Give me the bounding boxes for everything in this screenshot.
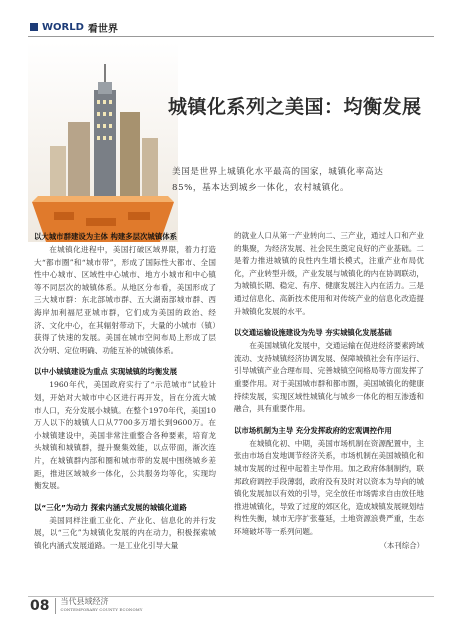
section-square-icon — [30, 23, 38, 31]
paragraph: 在城镇化进程中，美国打破区域界限，着力打造大“都市圈”和“城市带”，形成了国际性大都市、全国性中心城市、区域性中心城市、地方小城市和中心镇等不同层次的城镇体系。从地区分布看，美国形成了三大城市群：东北部城市群、五大湖南部城市群、西海岸加利福尼亚城市群，它们成为美国的政治、经济、文化中心，在其辐射带动下，大量的小城市（镇）获得了快速的发展。美国在城市空间布局上形成了层次分明、定位明确、功能互补的城镇体系。 — [34, 245, 216, 355]
section-heading: 以中小城镇建设为重点 实现城镇的均衡发展 — [34, 367, 177, 377]
right-column — [234, 230, 424, 553]
page-footer — [30, 598, 143, 614]
journal-name-cn: 当代县域经济 — [60, 597, 109, 606]
hero-illustration — [28, 42, 178, 242]
section-heading: 以“三化”为动力 探索内涵式发展的城镇化道路 — [34, 502, 187, 512]
author-credit: （本刊综合） — [379, 541, 424, 551]
journal-name-en: CONTEMPORARY COUNTY ECONOMY — [60, 607, 143, 612]
section-label-en: WORLD — [42, 21, 84, 33]
journal-name — [55, 598, 142, 614]
left-column — [34, 230, 216, 560]
paragraph: 美国同样注重工业化、产业化、信息化的并行发展，以“三化”为城镇化发展的内在动力，积极探索城镇化内涵式发展道路。一是工业化引导大量 — [34, 515, 216, 550]
paragraph: 在美国城镇化发展中，交通运输在促进经济要素跨域流动、支持城镇经济协调发展、保障城镇社会有序运行、引导城镇产业合理布局、完善城镇空间格局等方面发挥了重要作用。对于美国城市群和都市圈，美国城镇化的健康持续发展，实现区域性城镇化与城乡一体化的相互渗透和融合，具有重要作用。 — [234, 341, 424, 414]
section-heading: 以市场机制为主导 充分发挥政府的宏观调控作用 — [234, 425, 392, 435]
subtitle-line: 美国是世界上城镇化水平最高的国家，城镇化率高达 — [172, 167, 384, 177]
paragraph: 在城镇化初、中期，美国市场机制在资源配置中，主张由市场自发地调节经济关系，市场机制在美国城镇化和城市发展的过程中起着主导作用。加之政府体制制约，联邦政府调控手段薄弱，政府没有及时对以资本为导向的城镇化发展加以有效的引导，完全放任市场需求自由放任地推进城镇化，导致了过度的郊区化，造成城镇发展规划结构性失衡，城市无序扩张蔓延，土地资源浪费严重，生态环境破坏等一系列问题。 — [234, 438, 424, 536]
paragraph: 1960年代，美国政府实行了“示范城市”试验计划，开始对大城市中心区进行再开发，旨在分流大城市人口，充分发展小城镇。在整个1970年代，美国10万人以下的城镇人口从7700多万增长到9600万。在小城镇建设中，美国非常注重整合各种要素，培育龙头城镇和城镇群，提升聚集效能，以点带面，渐次连片，在城镇群内部和圈和城市带的发展中围绕城乡差距，推进区域城乡一体化，公共服务均等化，实现均衡发展。 — [34, 380, 216, 491]
header-rule — [28, 36, 434, 37]
article-subtitle — [172, 164, 424, 196]
section-header — [30, 20, 118, 34]
section-heading: 以交通运输设施建设为先导 夯实城镇化发展基础 — [234, 328, 392, 338]
page-number: 08 — [30, 598, 50, 614]
section-label-cn: 看世界 — [87, 23, 118, 35]
section-heading: 以大城市群建设为主体 构建多层次城镇体系 — [34, 232, 177, 241]
paragraph: 的就业人口从第一产业转向二、三产业，通过人口和产业的集聚，为经济发展、社会民生奠定良好的产业基础。二是着力推进城镇的良性内生增长模式，注重产业布局优化，产业转型升级，产业发展与城镇化的内在协调联动，为城镇长期、稳定、有序、健康发展注入内在活力。三是通过信息化、高新技术使用和对传统产业的信息化改造提升城镇化发展的水平。 — [234, 231, 424, 316]
article-title: 城镇化系列之美国：均衡发展 — [168, 96, 422, 118]
subtitle-line: 85%，基本达到城乡一体化，农村城镇化。 — [172, 183, 350, 193]
